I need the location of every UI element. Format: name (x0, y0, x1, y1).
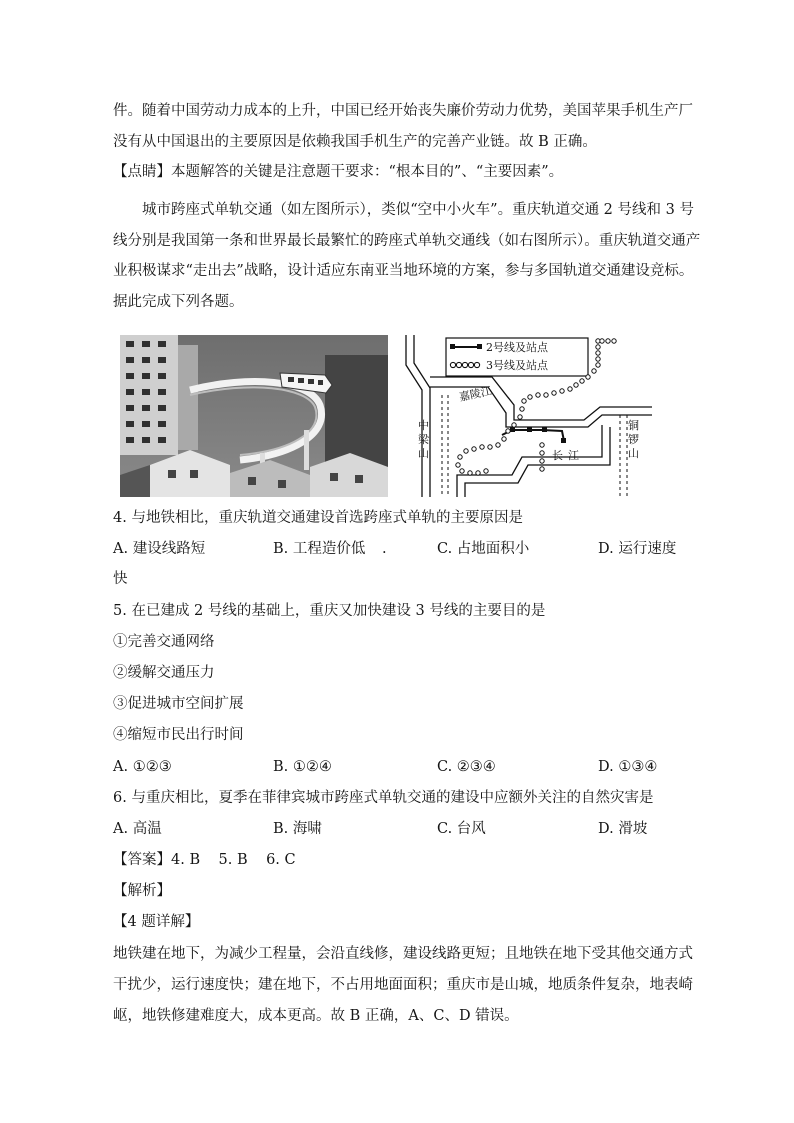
q5-option-b: B. ①②④ (273, 759, 332, 775)
question-5-stem: 5. 在已建成 2 号线的基础上，重庆又加快建设 3 号线的主要目的是 (113, 603, 546, 619)
detail-line-1: 地铁建在地下，为减少工程量，会沿直线修，建设线路更短；且地铁在地下受其他交通方式 (113, 946, 693, 962)
yangtze-label-2: 江 (568, 449, 579, 462)
tongluo-label-1: 铜 (628, 419, 639, 432)
analysis-title: 【解析】 (113, 883, 171, 899)
monorail-photo (120, 335, 388, 497)
passage-line-4: 据此完成下列各题。 (113, 294, 244, 310)
zhongliang-label-2: 梁 (418, 433, 429, 446)
zhongliang-label-3: 山 (418, 447, 429, 460)
q5-option-a: A. ①②③ (113, 759, 172, 775)
q5-item-1: ①完善交通网络 (113, 634, 215, 650)
q4-detail-title: 【4 题详解】 (113, 914, 200, 930)
question-4-stem: 4. 与地铁相比，重庆轨道交通建设首选跨座式单轨的主要原因是 (113, 510, 523, 526)
q5-item-2: ②缓解交通压力 (113, 665, 215, 681)
q4-option-d: D. 运行速度 (598, 541, 677, 557)
rail-network-map (402, 335, 652, 497)
passage-line-1: 城市跨座式单轨交通（如左图所示），类似“空中小火车”。重庆轨道交通 2 号线和 3 号 (142, 202, 694, 218)
passage-line-2: 线分别是我国第一条和世界最长最繁忙的跨座式单轨交通线（如右图所示）。重庆轨道交通产 (113, 233, 701, 249)
intro-line-1: 件。随着中国劳动力成本的上升，中国已经开始丧失廉价劳动力优势，美国苹果手机生产厂 (113, 103, 693, 119)
q5-option-c: C. ②③④ (437, 759, 496, 775)
answer-line: 【答案】4. B 5. B 6. C (113, 852, 296, 868)
q6-option-c: C. 台风 (437, 821, 486, 837)
legend-line-2-label: 2号线及站点 (486, 341, 548, 354)
jialing-river-label: 嘉陵江 (457, 384, 493, 404)
question-6-stem: 6. 与重庆相比，夏季在菲律宾城市跨座式单轨交通的建设中应额外关注的自然灾害是 (113, 790, 654, 806)
zhongliang-label-1: 中 (418, 419, 429, 432)
q6-option-d: D. 滑坡 (598, 821, 648, 837)
q4-option-d-wrap: 快 (113, 571, 128, 587)
q5-option-d: D. ①③④ (598, 759, 658, 775)
tongluo-label-2: 锣 (628, 433, 639, 446)
key-point-line: 【点睛】本题解答的关键是注意题干要求：“根本目的”、“主要因素”。 (113, 164, 564, 180)
legend-line-3-label: 3号线及站点 (486, 359, 548, 372)
q4-option-c: C. 占地面积小 (437, 541, 530, 557)
q4-option-a: A. 建设线路短 (113, 541, 206, 557)
passage-line-3: 业积极谋求“走出去”战略，设计适应东南亚当地环境的方案，参与多国轨道交通建设竞标。 (113, 263, 694, 279)
q6-option-a: A. 高温 (113, 821, 162, 837)
tongluo-label-3: 山 (628, 447, 639, 460)
intro-line-2: 没有从中国退出的主要原因是依赖我国手机生产的完善产业链。故 B 正确。 (113, 134, 597, 150)
detail-line-2: 干扰少，运行速度快；建在地下，不占用地面面积；重庆市是山城，地质条件复杂，地表崎 (113, 977, 693, 993)
q5-item-3: ③促进城市空间扩展 (113, 696, 244, 712)
yangtze-label-1: 长 (552, 449, 563, 462)
q4-option-b: B. 工程造价低 (273, 541, 366, 557)
q4-stray-mark: . (382, 541, 387, 557)
q6-option-b: B. 海啸 (273, 821, 322, 837)
q5-item-4: ④缩短市民出行时间 (113, 727, 244, 743)
detail-line-3: 岖，地铁修建难度大，成本更高。故 B 正确，A、C、D 错误。 (113, 1008, 519, 1024)
